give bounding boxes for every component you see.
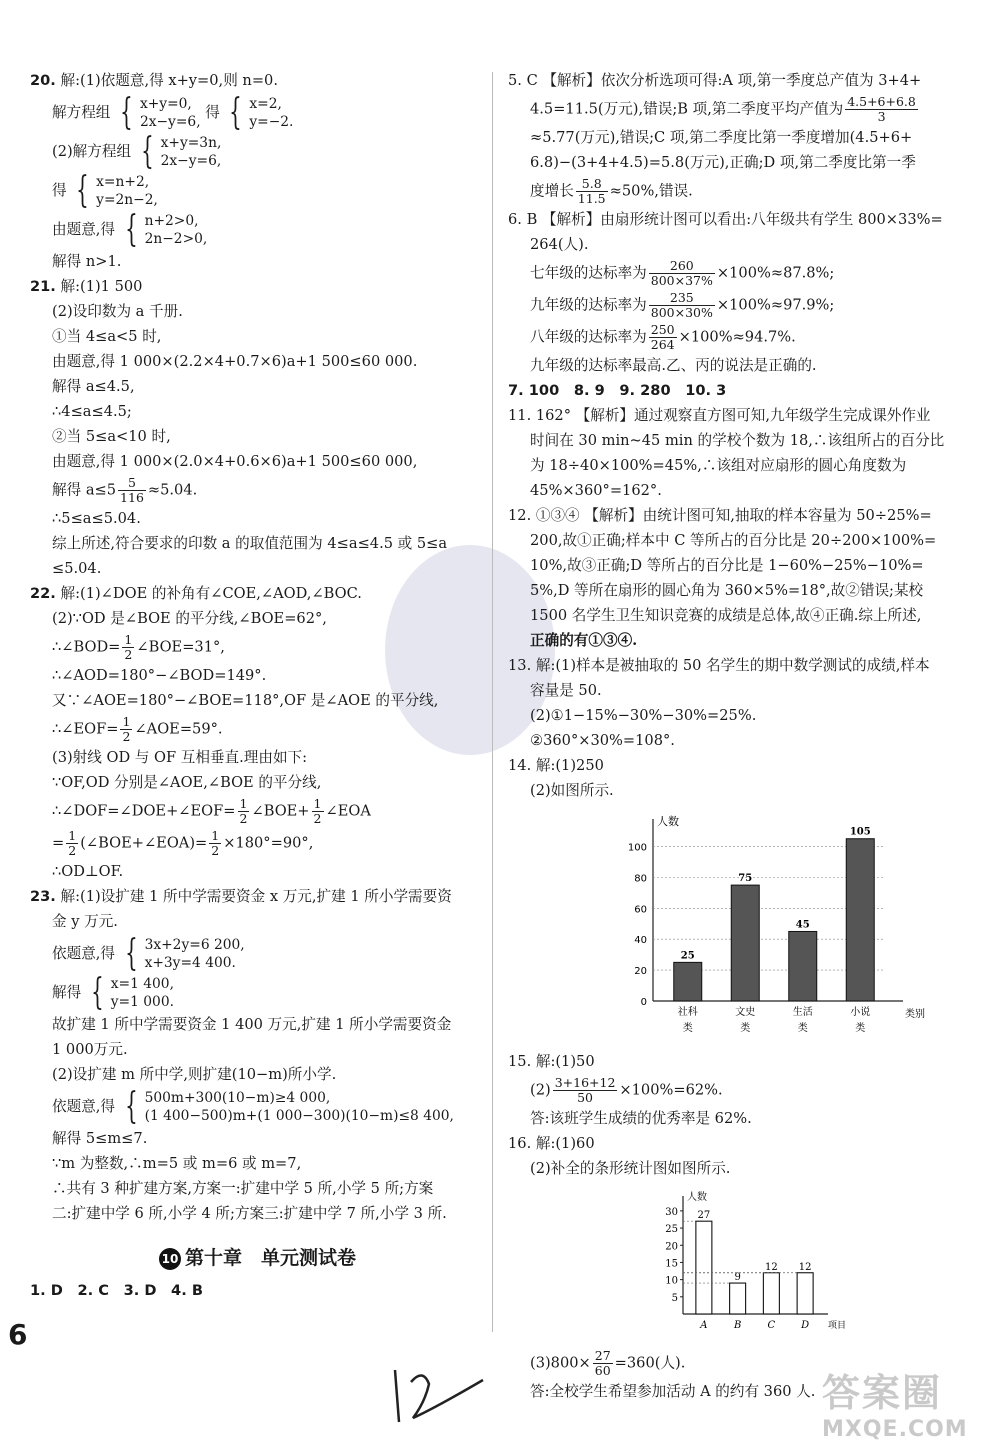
q21-line6: ∴4≤a≤4.5; bbox=[52, 403, 132, 420]
bar-chart-reading bbox=[508, 811, 963, 1041]
y-tick-label: 60 bbox=[634, 904, 647, 916]
q6-line2: 264(人). bbox=[530, 236, 589, 253]
x-tick-label: B bbox=[733, 1320, 742, 1331]
q16-line4: 答:全校学生希望参加活动 A 的约有 360 人. bbox=[530, 1383, 816, 1400]
q21-line8: 由题意,得 1 000×(2.0×4+0.6×6)a+1 500≤60 000, bbox=[52, 453, 418, 470]
data-label: 45 bbox=[795, 919, 810, 931]
q23-line5: 故扩建 1 所中学需要资金 1 400 万元,扩建 1 所小学需要资金 bbox=[52, 1016, 452, 1033]
data-label: 9 bbox=[734, 1272, 741, 1284]
x-tick-label: 类 bbox=[740, 1023, 751, 1034]
q23-line12: 二:扩建中学 6 所,小学 4 所;方案三:扩建中学 7 所,小学 3 所. bbox=[52, 1205, 447, 1222]
q6-line4: 九年级的达标率为 $\frac{235}{800\times 30\%}$ ×100%≈97.9%; bbox=[530, 290, 835, 320]
q12-line4: 5%,D 等所在扇形的圆心角为 360×5%=18°,故②错误;某校 bbox=[530, 582, 924, 599]
q23-line3: 依题意,得 { 3x+2y=6 200, x+3y=4 400. bbox=[52, 933, 245, 974]
q22-line7: (3)射线 OD 与 OF 互相垂直.理由如下: bbox=[52, 749, 308, 766]
q22-line1: 22. 解:(1)∠DOE 的补角有∠COE,∠AOD,∠BOC. bbox=[30, 585, 362, 602]
x-tick-label: 类 bbox=[855, 1023, 866, 1034]
chapter-heading bbox=[30, 1243, 485, 1270]
bar bbox=[789, 931, 817, 1001]
x-tick-label: 小说 bbox=[850, 1007, 871, 1018]
handwritten-mark bbox=[385, 1360, 495, 1430]
q12-line6: 正确的有①③④. bbox=[530, 632, 638, 649]
x-axis-label: 类别 bbox=[905, 1009, 925, 1020]
data-label: 12 bbox=[765, 1261, 778, 1273]
q11-line3: 为 18÷40×100%=45%,∴该组对应扇形的圆心角度数为 bbox=[530, 457, 907, 474]
q20-line5: 由题意,得 { n+2>0, 2n−2>0, bbox=[52, 209, 208, 250]
x-tick-label: C bbox=[767, 1320, 776, 1331]
x-axis-label: 项目 bbox=[828, 1321, 847, 1331]
q23-line7: (2)设扩建 m 所中学,则扩建(10−m)所小学. bbox=[52, 1066, 337, 1083]
q20-line3: (2)解方程组 { x+y=3n, 2x−y=6, bbox=[52, 131, 222, 172]
q21-line7: ②当 5≤a<10 时, bbox=[52, 428, 171, 445]
q23-line2: 金 y 万元. bbox=[52, 913, 118, 930]
bar bbox=[674, 962, 702, 1001]
q20-line1: 20. 解:(1)依题意,得 x+y=0,则 n=0. bbox=[30, 72, 278, 89]
q15-line2: (2) $\frac{3+16+12}{50}$ ×100%=62%. bbox=[530, 1075, 723, 1105]
q5-line2: 4.5=11.5(万元),错误;B 项,第二季度平均产值为 $\frac{4.5+6+6.8}{3}$ bbox=[530, 94, 916, 124]
right-column bbox=[508, 70, 963, 1406]
q14-line1: 14. 解:(1)250 bbox=[508, 757, 604, 774]
data-label: 12 bbox=[798, 1261, 812, 1273]
left-column bbox=[30, 70, 485, 1305]
x-tick-label: A bbox=[700, 1320, 708, 1331]
q15-line3: 答:该班学生成绩的优秀率是 62%. bbox=[530, 1110, 752, 1127]
q23-line1: 23. 解:(1)设扩建 1 所中学需要资金 x 万元,扩建 1 所小学需要资 bbox=[30, 888, 452, 905]
y-axis-label: 人数 bbox=[657, 815, 679, 828]
bar-chart-activities bbox=[508, 1189, 963, 1339]
q22-line5: 又∵∠AOE=180°−∠BOE=118°,OF 是∠AOE 的平分线, bbox=[52, 692, 439, 709]
x-tick-label: D bbox=[801, 1320, 810, 1331]
q20-line4: 得 { x=n+2, y=2n−2, bbox=[52, 170, 158, 211]
q11-line4: 45%×360°=162°. bbox=[530, 482, 662, 499]
bar bbox=[846, 839, 874, 1001]
q6-line3: 七年级的达标率为 $\frac{260}{800\times 37\%}$ ×100%≈87.8%; bbox=[530, 258, 835, 288]
x-tick-label: 类 bbox=[797, 1023, 808, 1034]
q21-line9: 解得 a≤5 $\frac{5}{116}$ ≈5.04. bbox=[52, 475, 198, 505]
q12-line5: 1500 名学生卫生知识竞赛的成绩是总体,故④正确.综上所述, bbox=[530, 607, 922, 624]
q21-line10: ∴5≤a≤5.04. bbox=[52, 510, 141, 527]
site-watermark bbox=[822, 1362, 968, 1442]
data-label: 75 bbox=[738, 873, 753, 885]
q23-line8: 依题意,得 { 500m+300(10−m)≥4 000, (1 400−500)m+(1 000−300)(10−m)≤8 400, bbox=[52, 1086, 454, 1127]
y-tick-label: 40 bbox=[634, 935, 647, 947]
q13-line3: (2)①1−15%−30%−30%=25%. bbox=[530, 707, 757, 724]
q21-line2: (2)设印数为 a 千册. bbox=[52, 303, 183, 320]
chapter-badge: 10 bbox=[159, 1248, 181, 1270]
q16-line3: (3)800× $\frac{27}{60}$ =360(人). bbox=[530, 1348, 686, 1378]
y-tick-label: 100 bbox=[627, 842, 647, 854]
q22-line3: ∴∠BOD= $\frac{1}{2}$ ∠BOE=31°, bbox=[52, 632, 225, 662]
watermark-line1: 答案圈 bbox=[822, 1371, 943, 1415]
q16-line2: (2)补全的条形统计图如图所示. bbox=[530, 1160, 731, 1177]
bar bbox=[797, 1273, 813, 1314]
y-tick-label: 20 bbox=[665, 1241, 678, 1253]
y-tick-label: 15 bbox=[665, 1258, 678, 1270]
q22-line4: ∴∠AOD=180°−∠BOD=149°. bbox=[52, 667, 267, 684]
q5-line1: 5. C 【解析】依次分析选项可得:A 项,第一季度总产值为 3+4+ bbox=[508, 72, 922, 89]
y-tick-label: 5 bbox=[671, 1292, 678, 1304]
q11-line1: 11. 162° 【解析】通过观察直方图可知,九年级学生完成课外作业 bbox=[508, 407, 931, 424]
q21-line5: 解得 a≤4.5, bbox=[52, 378, 135, 395]
x-tick-label: 社科 bbox=[677, 1007, 698, 1018]
q22-line2: (2)∵OD 是∠BOE 的平分线,∠BOE=62°, bbox=[52, 610, 327, 627]
bar bbox=[731, 885, 759, 1001]
y-tick-label: 80 bbox=[634, 873, 647, 885]
chapter-title: 第十章 单元测试卷 bbox=[184, 1247, 356, 1269]
q13-line4: ②360°×30%=108°. bbox=[530, 732, 675, 749]
q15-line1: 15. 解:(1)50 bbox=[508, 1053, 595, 1070]
q22-line10: = $\frac{1}{2}$ (∠BOE+∠EOA)= $\frac{1}{2}$ ×180°=90°, bbox=[52, 828, 314, 858]
x-tick-label: 类 bbox=[682, 1023, 693, 1034]
x-tick-label: 生活 bbox=[792, 1007, 813, 1018]
q23-line4: 解得 { x=1 400, y=1 000. bbox=[52, 972, 174, 1013]
q13-line2: 容量是 50. bbox=[530, 682, 602, 699]
q12-line3: 10%,故③正确;D 等所占的百分比是 1−60%−25%−10%= bbox=[530, 557, 924, 574]
data-label: 105 bbox=[849, 826, 871, 838]
answers-7-10: 7. 100 8. 9 9. 280 10. 3 bbox=[508, 382, 727, 399]
q22-line9: ∴∠DOF=∠DOE+∠EOF= $\frac{1}{2}$ ∠BOE+ $\frac{1}{2}$ ∠EOA bbox=[52, 796, 371, 826]
q16-line1: 16. 解:(1)60 bbox=[508, 1135, 595, 1152]
q13-line1: 13. 解:(1)样本是被抽取的 50 名学生的期中数学测试的成绩,样本 bbox=[508, 657, 930, 674]
q21-line11: 综上所述,符合要求的印数 a 的取值范围为 4≤a≤4.5 或 5≤a bbox=[52, 535, 448, 552]
y-tick-label: 10 bbox=[665, 1275, 678, 1287]
y-axis-label: 人数 bbox=[687, 1192, 707, 1203]
q21-line4: 由题意,得 1 000×(2.2×4+0.7×6)a+1 500≤60 000. bbox=[52, 353, 418, 370]
q12-line2: 200,故①正确;样本中 C 等所占的百分比是 20÷200×100%= bbox=[530, 532, 937, 549]
q21-line1: 21. 解:(1)1 500 bbox=[30, 278, 143, 295]
page-number: 6 bbox=[8, 1318, 28, 1351]
q11-line2: 时间在 30 min~45 min 的学校个数为 18,∴该组所占的百分比 bbox=[530, 432, 945, 449]
bar bbox=[730, 1283, 746, 1314]
q22-line8: ∵OF,OD 分别是∠AOE,∠BOE 的平分线, bbox=[52, 774, 322, 791]
q23-line11: ∴共有 3 种扩建方案,方案一:扩建中学 5 所,小学 5 所;方案 bbox=[52, 1180, 434, 1197]
column-divider bbox=[492, 72, 493, 1332]
y-tick-label: 30 bbox=[665, 1206, 678, 1218]
q12-line1: 12. ①③④ 【解析】由统计图可知,抽取的样本容量为 50÷25%= bbox=[508, 507, 932, 524]
q23-line10: ∵m 为整数,∴m=5 或 m=6 或 m=7, bbox=[52, 1155, 302, 1172]
x-tick-label: 文史 bbox=[735, 1007, 756, 1018]
q23-line6: 1 000万元. bbox=[52, 1041, 128, 1058]
q23-line9: 解得 5≤m≤7. bbox=[52, 1130, 148, 1147]
q6-line1: 6. B 【解析】由扇形统计图可以看出:八年级共有学生 800×33%= bbox=[508, 211, 943, 228]
y-tick-label: 25 bbox=[665, 1224, 678, 1236]
q5-line5: 度增长 $\frac{5.8}{11.5}$ ≈50%,错误. bbox=[530, 176, 693, 206]
q5-line4: 6.8)−(3+4+4.5)=5.8(万元),正确;D 项,第二季度比第一季 bbox=[530, 154, 916, 171]
y-tick-label: 0 bbox=[640, 997, 647, 1008]
y-tick-label: 20 bbox=[634, 966, 647, 978]
q14-line2: (2)如图所示. bbox=[530, 782, 614, 799]
q22-line6: ∴∠EOF= $\frac{1}{2}$ ∠AOE=59°. bbox=[52, 714, 223, 744]
q6-line6: 九年级的达标率最高.乙、丙的说法是正确的. bbox=[530, 357, 817, 374]
q5-line3: ≈5.77(万元),错误;C 项,第二季度比第一季度增加(4.5+6+ bbox=[530, 129, 913, 146]
q20-line6: 解得 n>1. bbox=[52, 253, 122, 270]
q6-line5: 八年级的达标率为 $\frac{250}{264}$ ×100%≈94.7%. bbox=[530, 322, 796, 352]
q21-line3: ①当 4≤a<5 时, bbox=[52, 328, 162, 345]
data-label: 25 bbox=[680, 950, 695, 962]
q20-line2: 解方程组 { x+y=0, 2x−y=6, 得 { x=2, y=−2. bbox=[52, 92, 294, 133]
q22-line11: ∴OD⊥OF. bbox=[52, 863, 124, 880]
q21-line12: ≤5.04. bbox=[52, 560, 102, 577]
watermark-line2: MXQE.COM bbox=[822, 1417, 968, 1442]
data-label: 27 bbox=[697, 1210, 711, 1222]
answers-1-4: 1. D 2. C 3. D 4. B bbox=[30, 1282, 203, 1299]
bar bbox=[763, 1273, 779, 1314]
bar bbox=[696, 1221, 712, 1314]
